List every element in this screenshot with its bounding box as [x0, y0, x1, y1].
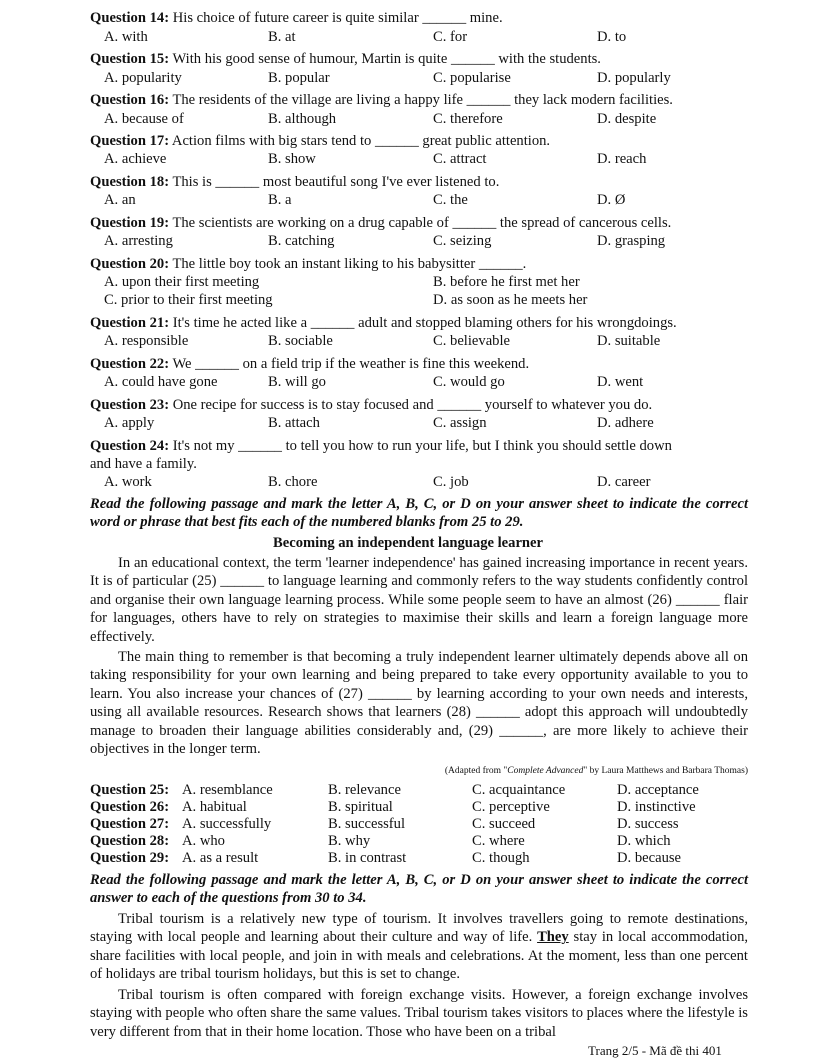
option-a[interactable]: A. as a result: [182, 850, 259, 866]
question-stem: With his good sense of humour, Martin is quite ______ with the students.: [172, 51, 601, 67]
option-c[interactable]: C. therefore: [433, 111, 503, 127]
option-d[interactable]: D. suitable: [597, 333, 661, 349]
question-22: [90, 356, 529, 373]
option-c[interactable]: C. where: [472, 833, 525, 849]
source-citation: [445, 766, 748, 776]
option-c[interactable]: C. succeed: [472, 816, 536, 832]
question-17: [90, 133, 550, 150]
question-stem: Action films with big stars tend to ______ great public attention.: [171, 133, 551, 149]
option-b[interactable]: B. in contrast: [328, 850, 407, 866]
source-prefix: (Adapted from ": [444, 766, 508, 776]
option-c[interactable]: C. the: [433, 192, 468, 208]
instruction-reading: Read the following passage and mark the letter A, B, C, or D on your answer sheet to indicate the correct answer to each of the questions from 30 to 34.: [90, 872, 748, 906]
option-d[interactable]: D. as soon as he meets her: [433, 292, 588, 308]
question-number: Question 17:: [90, 133, 170, 149]
question-stem: It's time he acted like a ______ adult and stopped blaming others for his wrongdoings.: [172, 315, 677, 331]
question-number: Question 22:: [90, 356, 170, 372]
option-b[interactable]: B. spiritual: [328, 799, 393, 815]
question-number: Question 24:: [90, 438, 170, 454]
option-a[interactable]: A. an: [104, 192, 136, 208]
option-b[interactable]: B. attach: [268, 415, 320, 431]
option-d[interactable]: D. which: [617, 833, 671, 849]
option-a[interactable]: A. successfully: [182, 816, 272, 832]
option-c[interactable]: C. believable: [433, 333, 510, 349]
passage1-paragraph1: In an educational context, the term 'learner independence' has gained increasing importance in recent years. It is of particular (25) ______ to language learning and commonly refers to the way students confidently control and organise their own language learning process. While some people seem to have an almost (26) ______ flair for languages, others have to rely on strategies to maximise their skills and learn a foreign language more effectively.: [90, 555, 748, 645]
question-21: [90, 315, 677, 332]
question-number: Question 26:: [90, 799, 170, 815]
option-b[interactable]: B. before he first met her: [433, 274, 580, 290]
option-b[interactable]: B. why: [328, 833, 371, 849]
option-a[interactable]: A. arresting: [104, 233, 173, 249]
question-23: [90, 397, 652, 414]
instruction-cloze: Read the following passage and mark the letter A, B, C, or D on your answer sheet to indicate the correct word or phrase that best fits each of the numbered blanks from 25 to 29.: [90, 496, 748, 530]
passage1-paragraph2: The main thing to remember is that becoming a truly independent learner ultimately depends above all on taking responsibility for your own learning and being prepared to take every opportunity available to you to learn. You also increase your chances of (27) ______ by learning according to your own needs and interests, using all available resources. Research shows that learners (28) ______ adopt this approach will undoubtedly manage to broaden their language abilities considerably and, (29) ______, are more likely to achieve their objectives in the longer term.: [90, 649, 748, 758]
option-b[interactable]: B. chore: [268, 474, 318, 490]
option-d[interactable]: D. went: [597, 374, 644, 390]
option-a[interactable]: A. habitual: [182, 799, 247, 815]
option-a[interactable]: A. work: [104, 474, 152, 490]
question-24-cont: and have a family.: [90, 456, 197, 472]
option-c[interactable]: C. though: [472, 850, 530, 866]
option-d[interactable]: D. because: [617, 850, 682, 866]
question-stem: It's not my ______ to tell you how to run your life, but I think you should settle down: [172, 438, 672, 454]
option-c[interactable]: C. prior to their first meeting: [104, 292, 273, 308]
underlined-word: They: [537, 929, 569, 946]
question-19: [90, 215, 671, 232]
option-c[interactable]: C. attract: [433, 151, 487, 167]
question-number: Question 16:: [90, 92, 170, 108]
option-c[interactable]: C. acquaintance: [472, 782, 566, 798]
question-stem: His choice of future career is quite similar ______ mine.: [172, 10, 503, 26]
question-number: Question 29:: [90, 850, 170, 866]
question-stem: One recipe for success is to stay focused and ______ yourself to whatever you do.: [172, 397, 653, 413]
option-d[interactable]: D. instinctive: [617, 799, 696, 815]
option-b[interactable]: B. popular: [268, 70, 330, 86]
page-footer: Trang 2/5 - Mã đề thi 401: [588, 1043, 722, 1058]
option-c[interactable]: C. seizing: [433, 233, 492, 249]
passage2-text: stay in local accommodation, share facilities with local people, and join in with meals and celebrations. At the moment, less than one percent of holidays are tribal tourism holidays, but this is set to change.: [90, 929, 749, 983]
question-number: Question 23:: [90, 397, 170, 413]
option-a[interactable]: A. who: [182, 833, 225, 849]
question-stem: This is ______ most beautiful song I've ever listened to.: [172, 174, 500, 190]
option-a[interactable]: A. could have gone: [104, 374, 218, 390]
option-b[interactable]: B. show: [268, 151, 316, 167]
question-24: [90, 438, 672, 455]
option-d[interactable]: D. to: [597, 29, 627, 45]
option-d[interactable]: D. career: [597, 474, 651, 490]
question-number: Question 18:: [90, 174, 170, 190]
question-number: Question 21:: [90, 315, 170, 331]
option-b[interactable]: B. catching: [268, 233, 335, 249]
option-b[interactable]: B. although: [268, 111, 337, 127]
option-b[interactable]: B. a: [268, 192, 292, 208]
option-a[interactable]: A. popularity: [104, 70, 182, 86]
option-c[interactable]: C. popularise: [433, 70, 511, 86]
passage2-paragraph1: [90, 910, 748, 984]
question-number: Question 14:: [90, 10, 170, 26]
option-d[interactable]: D. grasping: [597, 233, 666, 249]
option-d[interactable]: D. despite: [597, 111, 657, 127]
question-stem: The little boy took an instant liking to his babysitter ______.: [172, 256, 527, 272]
option-a[interactable]: A. responsible: [104, 333, 189, 349]
option-a[interactable]: A. with: [104, 29, 148, 45]
question-16: [90, 92, 673, 109]
question-stem: The residents of the village are living a happy life ______ they lack modern facilities.: [172, 92, 673, 108]
question-number: Question 20:: [90, 256, 170, 272]
option-b[interactable]: B. at: [268, 29, 296, 45]
option-b[interactable]: B. successful: [328, 816, 406, 832]
question-20: [90, 256, 526, 273]
question-number: Question 19:: [90, 215, 170, 231]
passage-title: Becoming an independent language learner: [273, 535, 543, 551]
question-number: Question 25:: [90, 782, 170, 798]
option-b[interactable]: B. relevance: [328, 782, 401, 798]
option-c[interactable]: C. perceptive: [472, 799, 550, 815]
option-d[interactable]: D. reach: [597, 151, 647, 167]
option-c[interactable]: C. for: [433, 29, 468, 45]
option-b[interactable]: B. sociable: [268, 333, 333, 349]
question-number: Question 15:: [90, 51, 170, 67]
passage2-paragraph2: Tribal tourism is often compared with foreign exchange visits. However, a foreign exchange involves staying with people who often share the same values. Tribal tourism takes visitors to places where the lifestyle is very different from that in their home location. Those who have been on a tribal: [90, 987, 748, 1040]
option-a[interactable]: A. achieve: [104, 151, 167, 167]
option-d[interactable]: D. acceptance: [617, 782, 699, 798]
option-a[interactable]: A. apply: [104, 415, 155, 431]
option-a[interactable]: A. resemblance: [182, 782, 273, 798]
option-d[interactable]: D. adhere: [597, 415, 654, 431]
question-number: Question 28:: [90, 833, 170, 849]
option-c[interactable]: C. would go: [433, 374, 505, 390]
question-14: [90, 10, 503, 27]
option-c[interactable]: C. assign: [433, 415, 487, 431]
option-b[interactable]: B. will go: [268, 374, 326, 390]
option-c[interactable]: C. job: [433, 474, 469, 490]
option-d[interactable]: D. Ø: [597, 192, 626, 208]
option-d[interactable]: D. popularly: [597, 70, 671, 86]
question-stem: The scientists are working on a drug capable of ______ the spread of cancerous cells.: [172, 215, 672, 231]
question-18: [90, 174, 499, 191]
question-stem: We ______ on a field trip if the weather is fine this weekend.: [172, 356, 530, 372]
option-a[interactable]: A. upon their first meeting: [104, 274, 260, 290]
source-title: Complete Advanced: [507, 766, 584, 776]
question-15: [90, 51, 601, 68]
option-a[interactable]: A. because of: [104, 111, 184, 127]
passage2-text: Tribal tourism is a relatively new type of tourism. It involves travellers going to remote destinations, staying with local people and learning about their culture and way of life.: [90, 911, 748, 946]
option-d[interactable]: D. success: [617, 816, 679, 832]
source-suffix: " by Laura Matthews and Barbara Thomas): [583, 766, 748, 776]
question-number: Question 27:: [90, 816, 170, 832]
